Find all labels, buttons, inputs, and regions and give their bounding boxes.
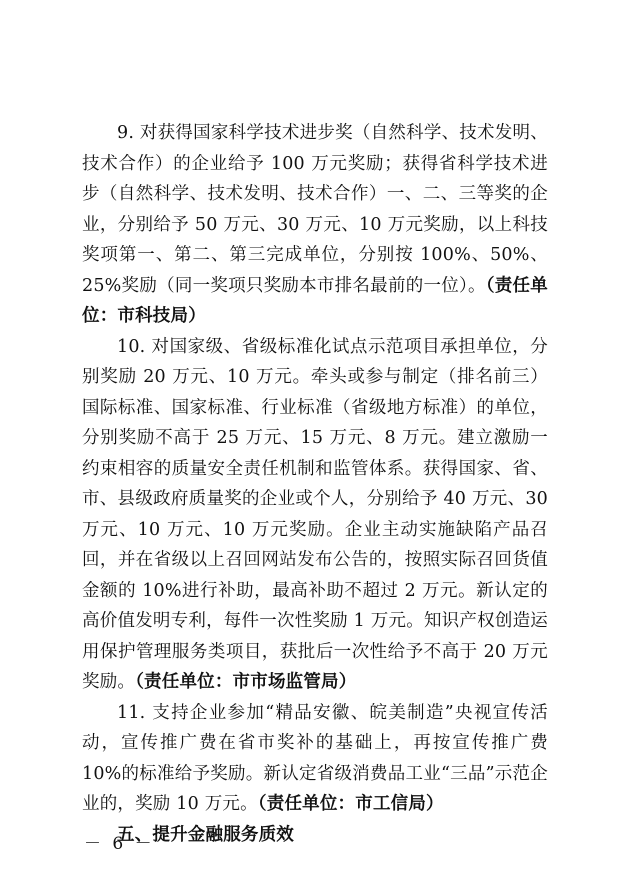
document-body — [82, 118, 548, 850]
responsible-unit: （责任单位：市市场监管局） — [135, 672, 357, 692]
responsible-unit: （责任单位：市工信局） — [257, 794, 444, 814]
responsible-unit: （责任单位：市科技局） — [82, 275, 548, 326]
section-heading: 五、提升金融服务质效 — [117, 824, 294, 845]
paragraph-text: 10. 对国家级、省级标准化试点示范项目承担单位，分别奖励 20 万元、10 万元。牵头或参与制定（排名前三）国际标准、国家标准、行业标准（省级地方标准）的单位，分别奖励不高于 25 万元、15 万元、8 万元。建立激励一约束相容的质量安全责任机制和监管体系。获得国家、省、市、县级政府质量奖的企业或个人，分别给予 40 万元、30 万元、10 万元、10 万元奖励。企业主动实施缺陷产品召回，并在省级以上召回网站发布公告的，按照实际召回货值金额的 10%进行补助，最高补助不超过 2 万元。新认定的高价值发明专利，每件一次性奖励 1 万元。知识产权创造运用保护管理服务类项目，获批后一次性给予不高于 20 万元奖励。 — [82, 336, 548, 692]
page-number: － 6 － — [84, 834, 155, 854]
paragraph-text: 11. 支持企业参加“精品安徽、皖美制造”央视宣传活动，宣传推广费在省市奖补的基础上，再按宣传推广费 10%的标准给予奖励。新认定省级消费品工业“三品”示范企业的，奖励 10 万元。 — [82, 702, 548, 814]
paragraph-item-11 — [82, 698, 548, 820]
paragraph-item-9 — [82, 118, 548, 332]
paragraph-text: 9. 对获得国家科学技术进步奖（自然科学、技术发明、技术合作）的企业给予 100 万元奖励；获得省科学技术进步（自然科学、技术发明、技术合作）一、二、三等奖的企业，分别给予 50 万元、30 万元、10 万元奖励，以上科技奖项第一、第二、第三完成单位，分别按 100%、50%、25%奖励（同一奖项只奖励本市排名最前的一位）。 — [82, 123, 548, 296]
paragraph-item-10 — [82, 332, 548, 698]
